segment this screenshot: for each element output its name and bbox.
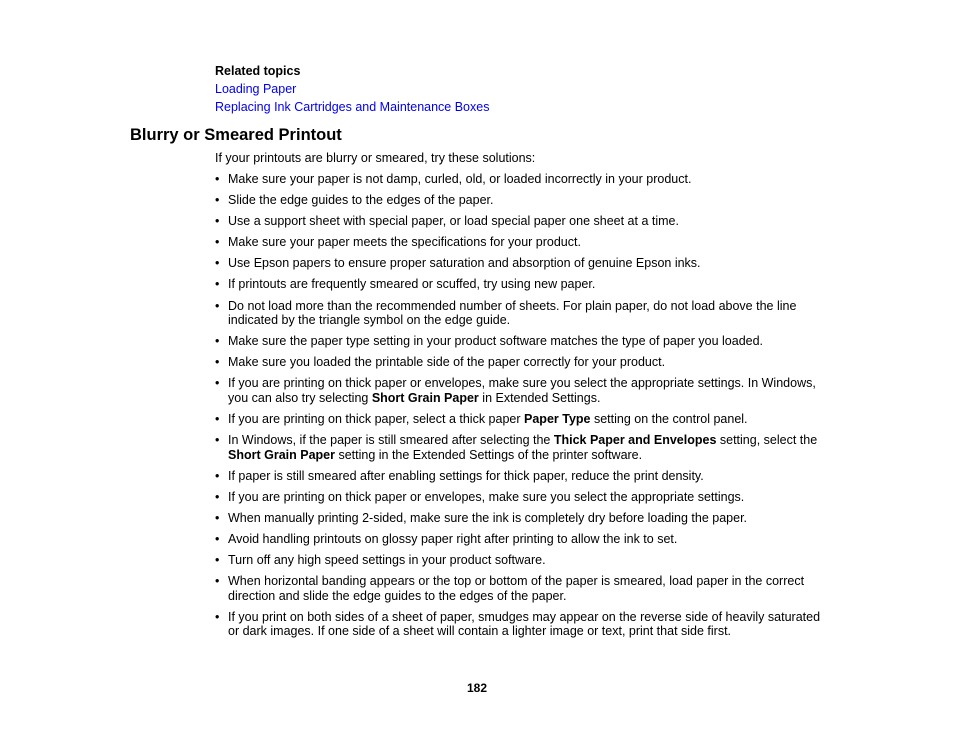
- list-item-text: Avoid handling printouts on glossy paper right after printing to allow the ink to set.: [228, 531, 678, 546]
- intro-text: If your printouts are blurry or smeared, try these solutions:: [215, 151, 536, 165]
- list-item: [215, 532, 825, 547]
- list-item-text: Make sure you loaded the printable side of the paper correctly for your product.: [228, 355, 666, 370]
- list-item: [215, 214, 825, 229]
- list-item: [215, 172, 825, 187]
- list-item-text: When horizontal banding appears or the top or bottom of the paper is smeared, load paper in the correct direction and slide the edge guides to the edges of the paper.: [228, 574, 805, 603]
- list-item: [215, 355, 825, 370]
- list-item: [215, 433, 825, 462]
- bold-setting-name: Short Grain Paper: [371, 390, 479, 405]
- bullet-dot: •: [215, 489, 220, 504]
- list-item: [215, 235, 825, 250]
- bullet-dot: •: [215, 376, 220, 391]
- list-item-text: Do not load more than the recommended number of sheets. For plain paper, do not load above the line indicated by the triangle symbol on the edge guide.: [228, 298, 797, 328]
- list-item: [215, 469, 825, 484]
- list-item-text: If paper is still smeared after enabling settings for thick paper, reduce the print density.: [228, 468, 704, 483]
- list-item-text: setting in the Extended Settings of the printer software.: [334, 447, 643, 462]
- bold-setting-name: Thick Paper and Envelopes: [553, 433, 717, 448]
- list-item: [215, 193, 825, 208]
- bullet-dot: •: [215, 334, 220, 349]
- list-item-text: Use Epson papers to ensure proper saturation and absorption of genuine Epson inks.: [228, 256, 701, 271]
- page-number: 182: [466, 681, 488, 695]
- bold-setting-name: Short Grain Paper: [228, 447, 335, 462]
- bullet-dot: •: [215, 468, 220, 483]
- list-item-text: Use a support sheet with special paper, or load special paper one sheet at a time.: [228, 214, 679, 229]
- bullet-dot: •: [215, 172, 220, 186]
- bold-setting-name: Paper Type: [524, 411, 591, 426]
- list-item: [215, 610, 825, 639]
- bullet-dot: •: [215, 214, 220, 229]
- list-item: [215, 376, 825, 405]
- bullet-dot: •: [215, 574, 220, 589]
- bullet-dot: •: [215, 298, 220, 313]
- list-item-text: If printouts are frequently smeared or scuffed, try using new paper.: [228, 277, 596, 292]
- bullet-dot: •: [215, 277, 220, 292]
- bullet-dot: •: [215, 531, 220, 546]
- bullet-dot: •: [215, 355, 220, 370]
- solutions-list: [215, 172, 825, 645]
- bullet-dot: •: [215, 256, 220, 271]
- list-item: [215, 334, 825, 349]
- list-item-text: Make sure the paper type setting in your product software matches the type of paper you loaded.: [228, 334, 764, 349]
- list-item-text: Make sure your paper is not damp, curled, old, or loaded incorrectly in your product.: [228, 172, 692, 186]
- list-item: [215, 511, 825, 526]
- list-item-text: setting on the control panel.: [590, 411, 748, 426]
- list-item: [215, 553, 825, 568]
- list-item-text: in Extended Settings.: [478, 390, 601, 405]
- bullet-dot: •: [215, 193, 220, 208]
- list-item: [215, 490, 825, 505]
- link-replacing-ink-cartridges[interactable]: Replacing Ink Cartridges and Maintenance Boxes: [215, 100, 490, 114]
- list-item-text: Slide the edge guides to the edges of the paper.: [228, 193, 494, 208]
- bullet-dot: •: [215, 235, 220, 250]
- section-heading: Blurry or Smeared Printout: [130, 126, 342, 144]
- list-item-text: If you are printing on thick paper, select a thick paper: [228, 411, 525, 426]
- bullet-dot: •: [215, 609, 220, 624]
- list-item-text: Make sure your paper meets the specifications for your product.: [228, 235, 581, 250]
- related-topics-title: Related topics: [215, 64, 301, 78]
- list-item-text: Turn off any high speed settings in your product software.: [228, 553, 546, 567]
- list-item-text: If you are printing on thick paper or envelopes, make sure you select the appropriate settings.: [228, 489, 745, 504]
- bullet-dot: •: [215, 553, 220, 567]
- list-item: [215, 574, 825, 603]
- bullet-dot: •: [215, 411, 220, 426]
- link-loading-paper[interactable]: Loading Paper: [215, 82, 297, 96]
- list-item-text: If you print on both sides of a sheet of paper, smudges may appear on the reverse side of heavily saturated or dark images. If one side of a sheet will contain a lighter image or text, print that side first.: [228, 609, 821, 639]
- related-topics: [215, 62, 489, 116]
- list-item: [215, 412, 825, 427]
- list-item: [215, 299, 825, 328]
- list-item-text: In Windows, if the paper is still smeared after selecting the: [228, 433, 554, 448]
- list-item: [215, 277, 825, 292]
- list-item: [215, 256, 825, 271]
- list-item-text: If you are printing on thick paper or envelopes, make sure you select the appropriate settings. In Windows, you can also try selecting: [228, 376, 816, 405]
- bullet-dot: •: [215, 510, 220, 525]
- list-item-text: When manually printing 2-sided, make sure the ink is completely dry before loading the paper.: [228, 510, 748, 525]
- bullet-dot: •: [215, 433, 220, 448]
- list-item-text: setting, select the: [716, 433, 818, 448]
